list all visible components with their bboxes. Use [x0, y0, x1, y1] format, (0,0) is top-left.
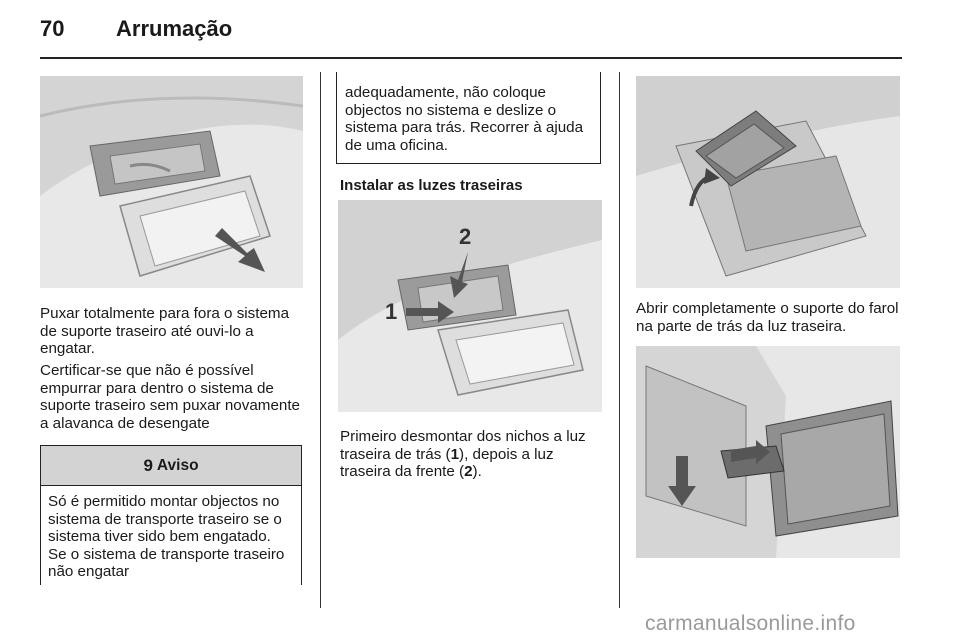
watermark: carmanualsonline.info — [645, 612, 856, 635]
warning-title: Aviso — [156, 456, 199, 474]
figure-label-2: 2 — [459, 224, 472, 249]
page-title: Arrumação — [116, 16, 233, 41]
column-divider-1 — [320, 72, 321, 608]
paragraph-check-engaged: Certificar-se que não é possível empurrar para dentro o sistema de suporte traseiro sem puxar novamente a alavanca de desengate — [40, 362, 301, 432]
paragraph-remove-lights-ref-2: 2 — [464, 463, 473, 480]
warning-continued-box: adequadamente, não coloque objectos no sistema e deslize o sistema para trás. Recorrer à ajuda de uma oficina. — [336, 72, 601, 164]
header-rule — [40, 57, 902, 59]
paragraph-open-lamp-holder: Abrir completamente o suporte do farol na parte de trás da luz traseira. — [636, 300, 899, 335]
paragraph-remove-lights-text-1: Primeiro desmontar dos nichos a luz traseira de trás ( — [340, 428, 586, 463]
warning-triangle-icon: 9 — [143, 455, 153, 475]
warning-text: Só é permitido montar objectos no sistema de transporte traseiro se o sistema tiver sido bem engatado. Se o sistema de transporte traseiro não engatar — [48, 493, 285, 580]
warning-box — [40, 445, 302, 585]
paragraph-remove-lights-ref-1: 1 — [450, 445, 460, 463]
warning-header — [41, 446, 301, 486]
figure-remove-lights — [338, 200, 602, 412]
paragraph-pull-out: Puxar totalmente para fora o sistema de suporte traseiro até ouvi-lo a engatar. — [40, 305, 290, 357]
column-divider-2 — [619, 72, 620, 608]
subheading-install-rear-lights: Instalar as luzes traseiras — [340, 177, 523, 194]
page-number: 70 — [40, 16, 65, 41]
paragraph-remove-lights-text-3: ). — [472, 463, 482, 480]
figure-pull-out-carrier — [40, 76, 303, 288]
figure-label-1: 1 — [385, 299, 398, 324]
figure-open-lamp-holder — [636, 76, 900, 288]
paragraph-remove-lights — [340, 428, 605, 481]
figure-lamp-holder-connector — [636, 346, 900, 558]
paragraph-remove-lights-text-2: ), depois a luz traseira da frente ( — [340, 445, 554, 480]
